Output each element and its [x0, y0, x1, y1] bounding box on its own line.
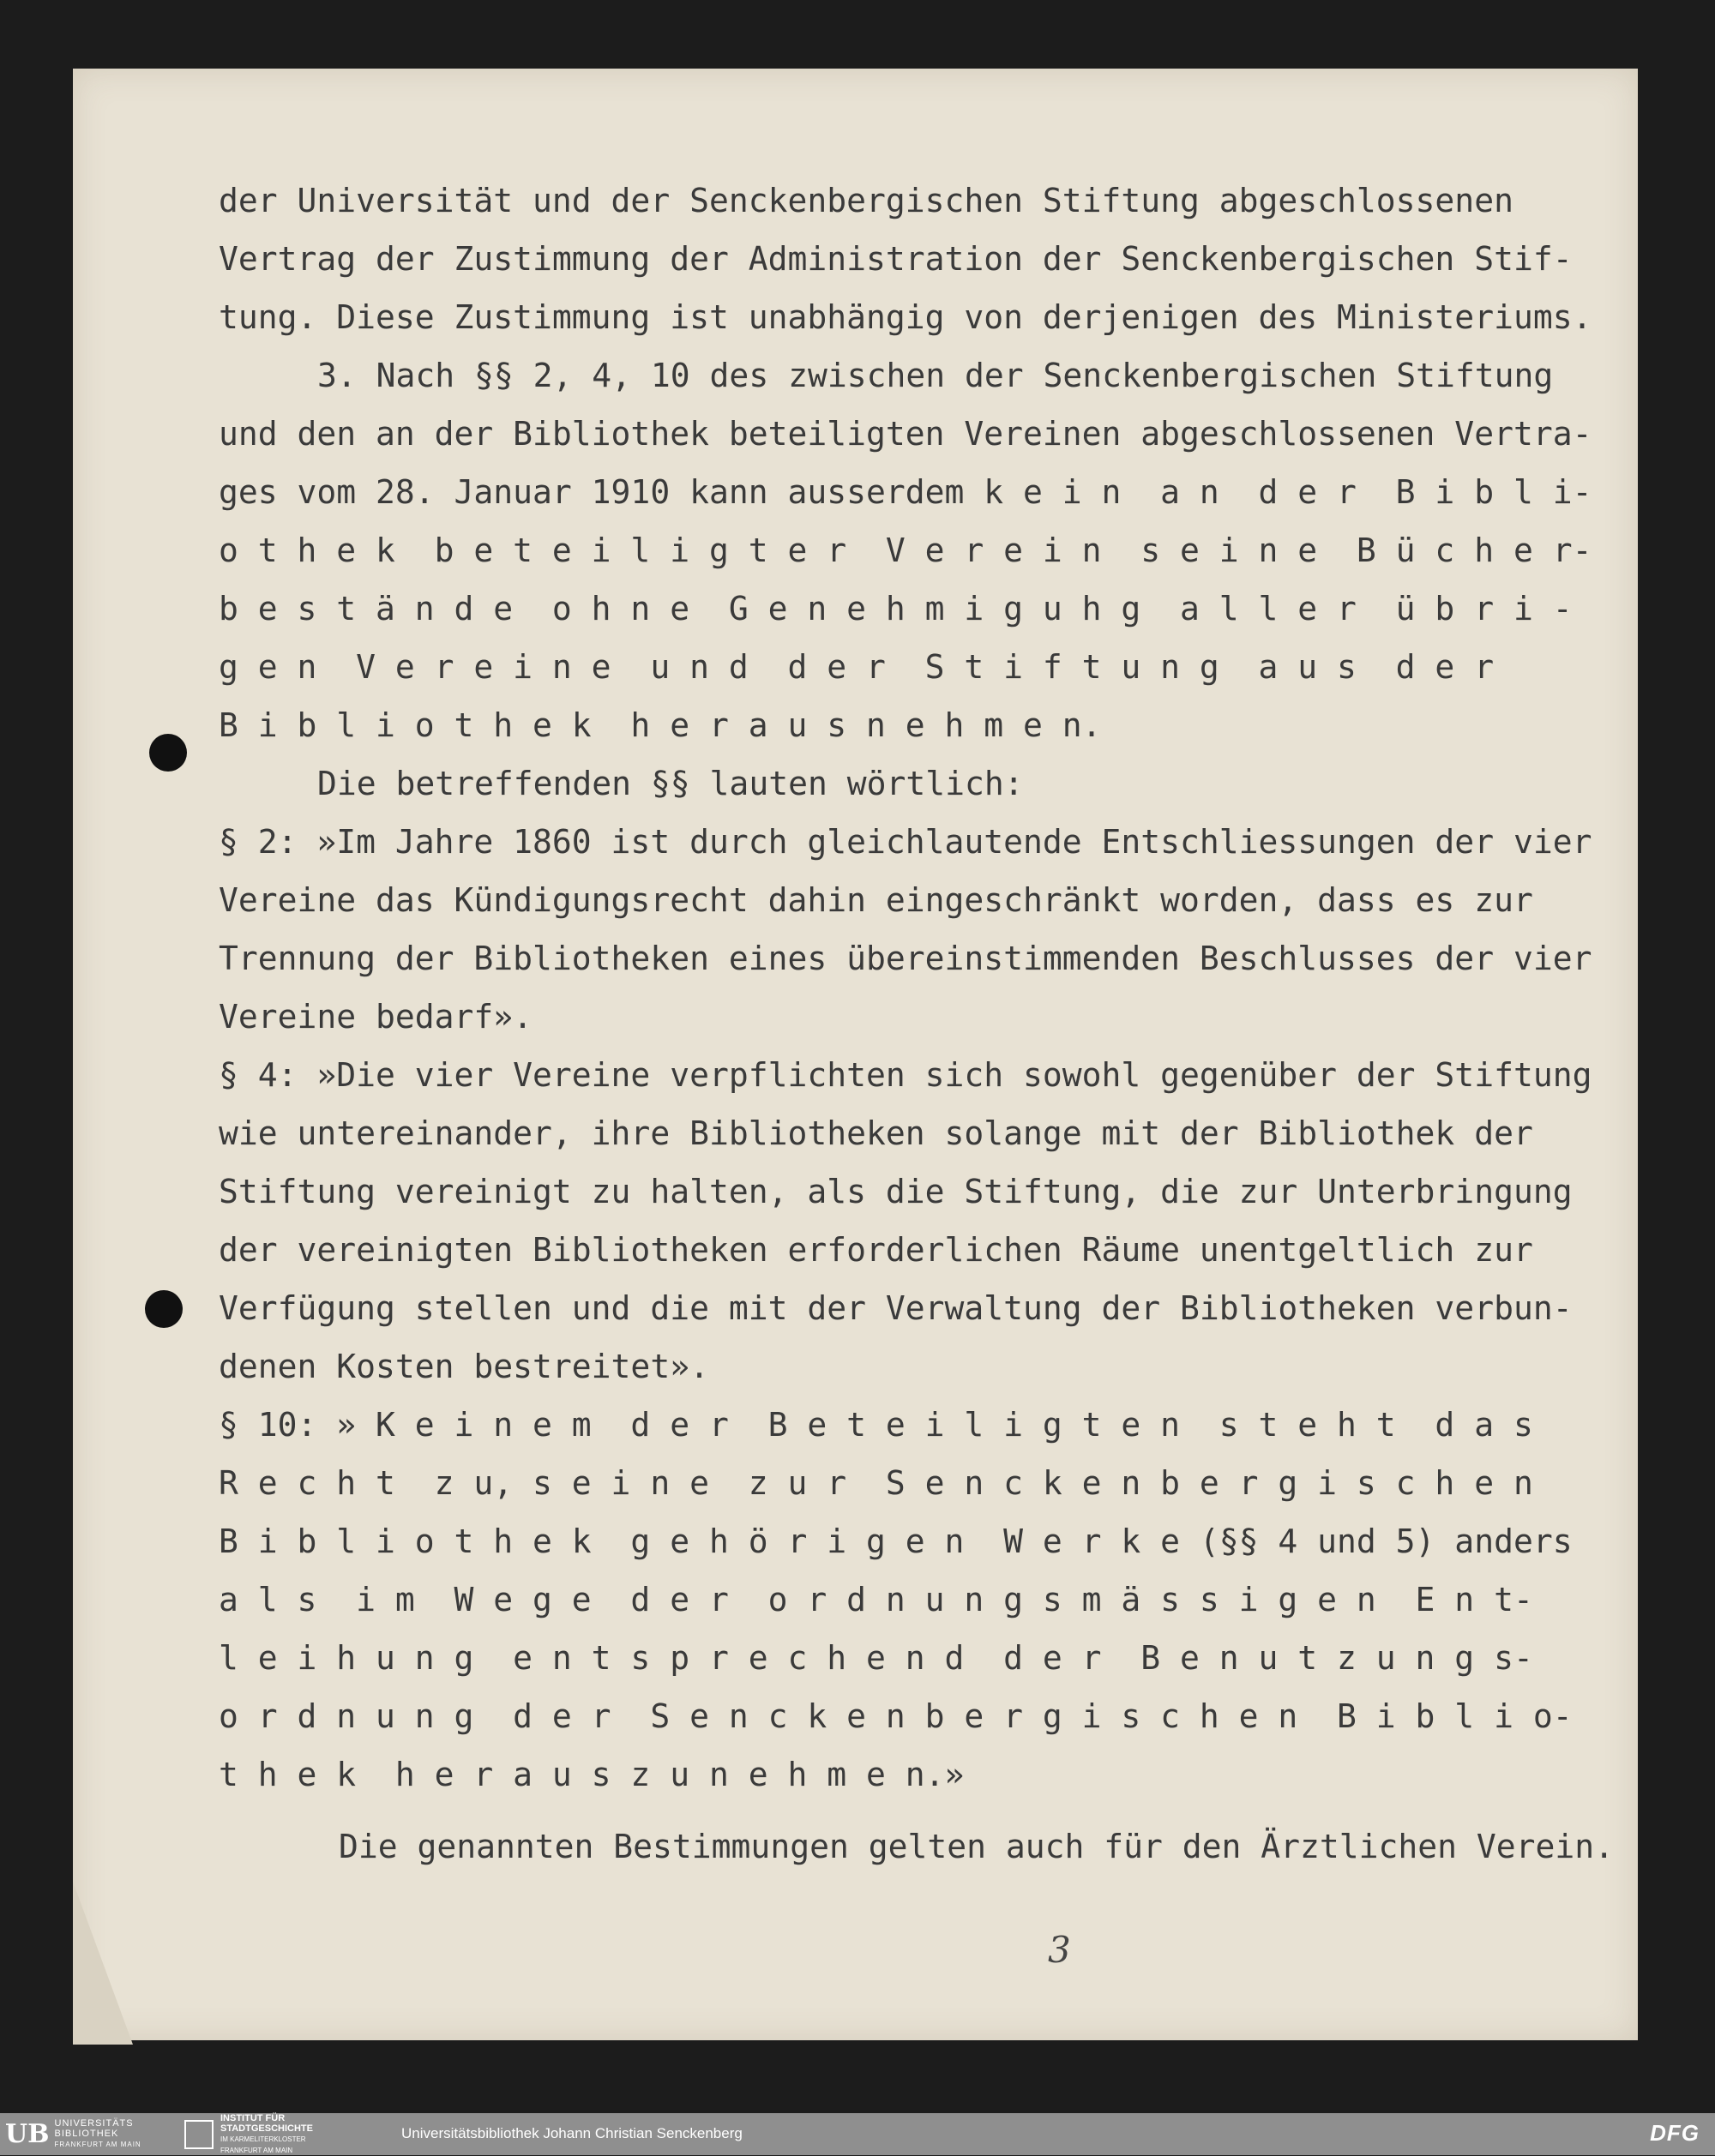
- text-line: tung. Diese Zustimmung ist unabhängig von derjenigen des Ministeriums.: [219, 298, 1592, 336]
- text-line: denen Kosten bestreitet».: [219, 1348, 709, 1385]
- ub-logo-line: FRANKFURT AM MAIN: [54, 2141, 141, 2148]
- text-line: § 2: »Im Jahre 1860 ist durch gleichlautende Entschliessungen der vier: [219, 823, 1592, 861]
- text-line: § 10: » K e i n e m d e r B e t e i l i g t e n s t e h t d a s: [219, 1406, 1533, 1444]
- punch-hole-bottom: [145, 1290, 183, 1328]
- ub-logo-mark: UB: [5, 2119, 50, 2149]
- isg-logo-line: STADTGESCHICHTE: [220, 2123, 313, 2134]
- closing-line: Die genannten Bestimmungen gelten auch für den Ärztlichen Verein.: [339, 1828, 1615, 1865]
- isg-logo-icon: [184, 2120, 214, 2149]
- text-line: Vereine das Kündigungsrecht dahin eingeschränkt worden, dass es zur: [219, 881, 1533, 919]
- text-line: B i b l i o t h e k g e h ö r i g e n W e r k e (§§ 4 und 5) anders: [219, 1522, 1573, 1560]
- text-line: Die betreffenden §§ lauten wörtlich:: [317, 765, 1024, 802]
- ub-logo-line: UNIVERSITÄTS: [54, 2118, 134, 2129]
- text-line: § 4: »Die vier Vereine verpflichten sich sowohl gegenüber der Stiftung: [219, 1056, 1592, 1094]
- text-line: B i b l i o t h e k h e r a u s n e h m e n.: [219, 706, 1102, 744]
- text-line: 3. Nach §§ 2, 4, 10 des zwischen der Senckenbergischen Stiftung: [317, 357, 1554, 394]
- text-line: ges vom 28. Januar 1910 kann ausserdem k e i n a n d e r B i b l i-: [219, 473, 1592, 511]
- text-line: o r d n u n g d e r S e n c k e n b e r g i s c h e n B i b l i o-: [219, 1697, 1573, 1735]
- text-line: a l s i m W e g e d e r o r d n u n g s m ä s s i g e n E n t-: [219, 1581, 1533, 1619]
- text-line: wie untereinander, ihre Bibliotheken solange mit der Bibliothek der: [219, 1114, 1533, 1152]
- dfg-logo[interactable]: DFG: [1650, 2120, 1700, 2146]
- handwritten-page-number: 3: [1048, 1929, 1071, 1971]
- text-line: t h e k h e r a u s z u n e h m e n.»: [219, 1756, 965, 1793]
- text-line: Verfügung stellen und die mit der Verwaltung der Bibliotheken verbun-: [219, 1289, 1573, 1327]
- text-line: und den an der Bibliothek beteiligten Vereinen abgeschlossenen Vertra-: [219, 415, 1592, 453]
- isg-logo-text: [220, 2113, 313, 2156]
- text-line: Stiftung vereinigt zu halten, als die Stiftung, die zur Unterbringung: [219, 1173, 1573, 1210]
- text-line: R e c h t z u, s e i n e z u r S e n c k e n b e r g i s c h e n: [219, 1464, 1533, 1502]
- punch-hole-top: [149, 734, 187, 772]
- text-line: b e s t ä n d e o h n e G e n e h m i g u h g a l l e r ü b r i -: [219, 590, 1573, 628]
- isg-logo[interactable]: [184, 2112, 313, 2154]
- isg-logo-line: FRANKFURT AM MAIN: [220, 2146, 293, 2154]
- footer-library-name[interactable]: Universitätsbibliothek Johann Christian Senckenberg: [401, 2125, 743, 2141]
- text-line: l e i h u n g e n t s p r e c h e n d d e r B e n u t z u n g s-: [219, 1639, 1533, 1677]
- ub-logo[interactable]: [5, 2117, 141, 2152]
- viewer-footer: [0, 2113, 1715, 2155]
- ub-logo-text: [55, 2118, 141, 2150]
- text-line: der Universität und der Senckenbergischen Stiftung abgeschlossenen: [219, 182, 1513, 219]
- text-line: g e n V e r e i n e u n d d e r S t i f t u n g a u s d e r: [219, 648, 1495, 686]
- typewritten-text: [219, 171, 1615, 1876]
- text-line: o t h e k b e t e i l i g t e r V e r e i n s e i n e B ü c h e r-: [219, 531, 1592, 569]
- text-line: Trennung der Bibliotheken eines übereinstimmenden Beschlusses der vier: [219, 940, 1592, 977]
- ub-logo-line: BIBLIOTHEK: [54, 2129, 119, 2139]
- text-line: Vertrag der Zustimmung der Administration der Senckenbergischen Stif-: [219, 240, 1573, 278]
- isg-logo-line: INSTITUT FÜR: [220, 2112, 286, 2123]
- text-line: der vereinigten Bibliotheken erforderlichen Räume unentgeltlich zur: [219, 1231, 1533, 1269]
- isg-logo-line: IM KARMELITERKLOSTER: [220, 2135, 306, 2143]
- text-line: Vereine bedarf».: [219, 998, 533, 1036]
